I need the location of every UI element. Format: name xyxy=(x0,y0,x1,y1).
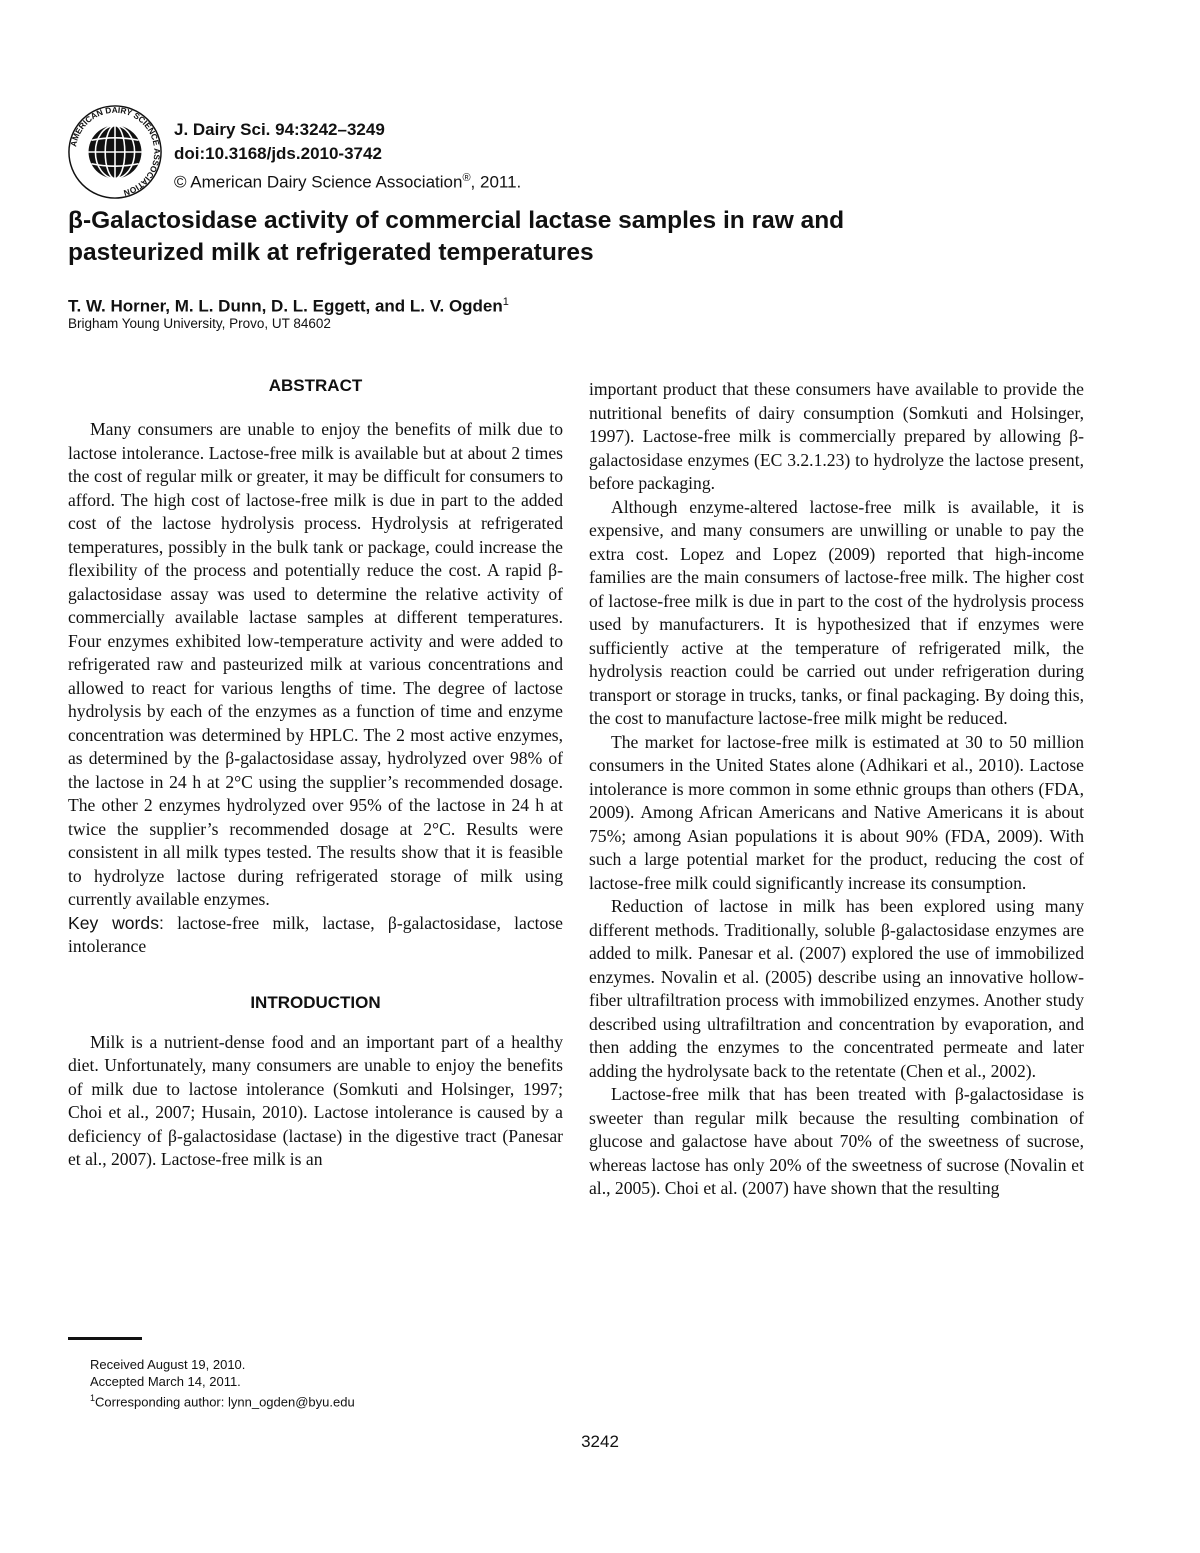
right-column xyxy=(589,378,1084,1201)
journal-reference: J. Dairy Sci. 94:3242–3249 xyxy=(174,120,385,139)
seal-ring-text: AMERICAN DAIRY SCIENCE ASSOCIATION xyxy=(68,104,163,199)
adsa-seal-logo xyxy=(66,103,164,201)
introduction-paragraph: The market for lactose-free milk is estimated at 30 to 50 million consumers in the United States alone (Adhikari et al., 2010). Lactose intolerance is more common in some ethnic groups than others (FDA, 2009). Among African Americans and Native Americans it is about 75%; among Asian populations it is about 90% (FDA, 2009). With such a large potential market for the product, reducing the cost of lactose-free milk could significantly increase its consumption. xyxy=(589,731,1084,893)
footnote-rule xyxy=(68,1337,142,1340)
keywords xyxy=(68,912,563,959)
introduction-heading: INTRODUCTION xyxy=(250,992,381,1012)
left-column xyxy=(68,372,563,1172)
introduction-paragraph: Reduction of lactose in milk has been explored using many different methods. Traditionally, soluble β-galactosidase enzymes are added to milk. Panesar et al. (2007) explored the use of immobilized enzymes. Novalin et al. (2005) describe using an innovative hollow-fiber ultrafiltration process with immobilized enzymes. Another study described using ultrafiltration and concentration by evaporation, and then adding the enzymes to the concentrated permeate and later adding the hydrolysate back to the retentate (Chen et al., 2002). xyxy=(589,896,1084,1081)
introduction-paragraph: Lactose-free milk that has been treated with β-galactosidase is sweeter than regular milk because the resulting combination of glucose and galactose have about 70% of the sweetness of sucrose, whereas lactose has only 20% of the sweetness of sucrose (Novalin et al., 2005). Choi et al. (2007) have shown that the resulting xyxy=(589,1084,1084,1198)
journal-citation xyxy=(174,118,521,195)
author-list: T. W. Horner, M. L. Dunn, D. L. Eggett, and L. V. Ogden$^1$ xyxy=(68,296,509,316)
article-title: β-Galactosidase activity of commercial lactase samples in raw and pasteurized milk at refrigerated temperatures xyxy=(68,207,845,266)
introduction-paragraph: Although enzyme-altered lactose-free milk is available, it is expensive, and many consumers are unwilling or unable to pay the extra cost. Lopez and Lopez (2009) reported that high-income families are the main consumers of lactose-free milk. The higher cost of lactose-free milk is due in part to the cost of the hydrolysis process used by manufacturers. It is hypothesized that if enzymes were sufficiently active at the temperature of refrigerated milk, the hydrolysis reaction could be carried out under refrigeration during transport or storage in trucks, tanks, or final packaging. By doing this, the cost to manufacture lactose-free milk might be reduced. xyxy=(589,496,1084,728)
abstract-text: Many consumers are unable to enjoy the benefits of milk due to lactose intolerance. Lactose-free milk is available but at about 2 times the cost of regular milk or greater, it may be difficult for consumers to afford. The high cost of lactose-free milk is due in part to the added cost of the lactose hydrolysis process. Hydrolysis at refrigerated temperatures, possibly in the bulk tank or package, could increase the flexibility of the process and potentially reduce the cost. A rapid β-galactosidase assay was used to determine the relative activity of commercially available lactase samples at different temperatures. Four enzymes exhibited low-temperature activity and were added to refrigerated raw and pasteurized milk at various concentrations and allowed to react for various lengths of time. The degree of lactose hydrolysis by each of the enzymes as a function of time and enzyme concentration was determined by HPLC. The 2 most active enzymes, as determined by the β-galactosidase assay, hydrolyzed over 98% of the lactose in 24 h at 2°C using the supplier’s recommended dosage. The other 2 enzymes hydrolyzed over 95% of the lactose in 24 h at twice the supplier’s recommended dosage at 2°C. Results were consistent in all milk types tested. The results show that it is feasible to hydrolyze lactose during refrigerated storage of milk using currently available enzymes. xyxy=(68,419,563,909)
introduction-paragraph: Milk is a nutrient-dense food and an important part of a healthy diet. Unfortunately, many consumers are unable to enjoy the benefits of milk due to lactose intolerance (Somkuti and Holsinger, 1997; Choi et al., 2007; Husain, 2010). Lactose intolerance is caused by a deficiency of β-galactosidase (lactase) in the digestive tract (Panesar et al., 2007). Lactose-free milk is an xyxy=(68,1031,563,1169)
doi: doi:10.3168/jds.2010-3742 xyxy=(174,144,382,163)
abstract-heading: ABSTRACT xyxy=(268,376,363,395)
accepted-date: Accepted March 14, 2011. xyxy=(90,1374,241,1389)
keywords-list: lactose-free milk, lactase, β-galactosidase, lactose intolerance xyxy=(68,912,563,956)
received-date: Received August 19, 2010. xyxy=(90,1357,246,1372)
copyright: © American Dairy Science Association®, 2011. xyxy=(174,172,522,192)
affiliation: Brigham Young University, Provo, UT 84602 xyxy=(68,316,331,331)
page-number: 3242 xyxy=(581,1432,619,1451)
keywords-label: Key words: xyxy=(68,912,164,933)
footnotes xyxy=(90,1356,355,1410)
introduction-continuation: important product that these consumers have available to provide the nutritional benefits of dairy consumption (Somkuti and Holsinger, 1997). Lactose-free milk is commercially prepared by allowing β-galactosidase enzymes (EC 3.2.1.23) to hydrolyze the lactose present, before packaging. xyxy=(589,379,1084,493)
corresponding-author: $^1$Corresponding author: lynn_ogden@byu.edu xyxy=(90,1393,355,1410)
